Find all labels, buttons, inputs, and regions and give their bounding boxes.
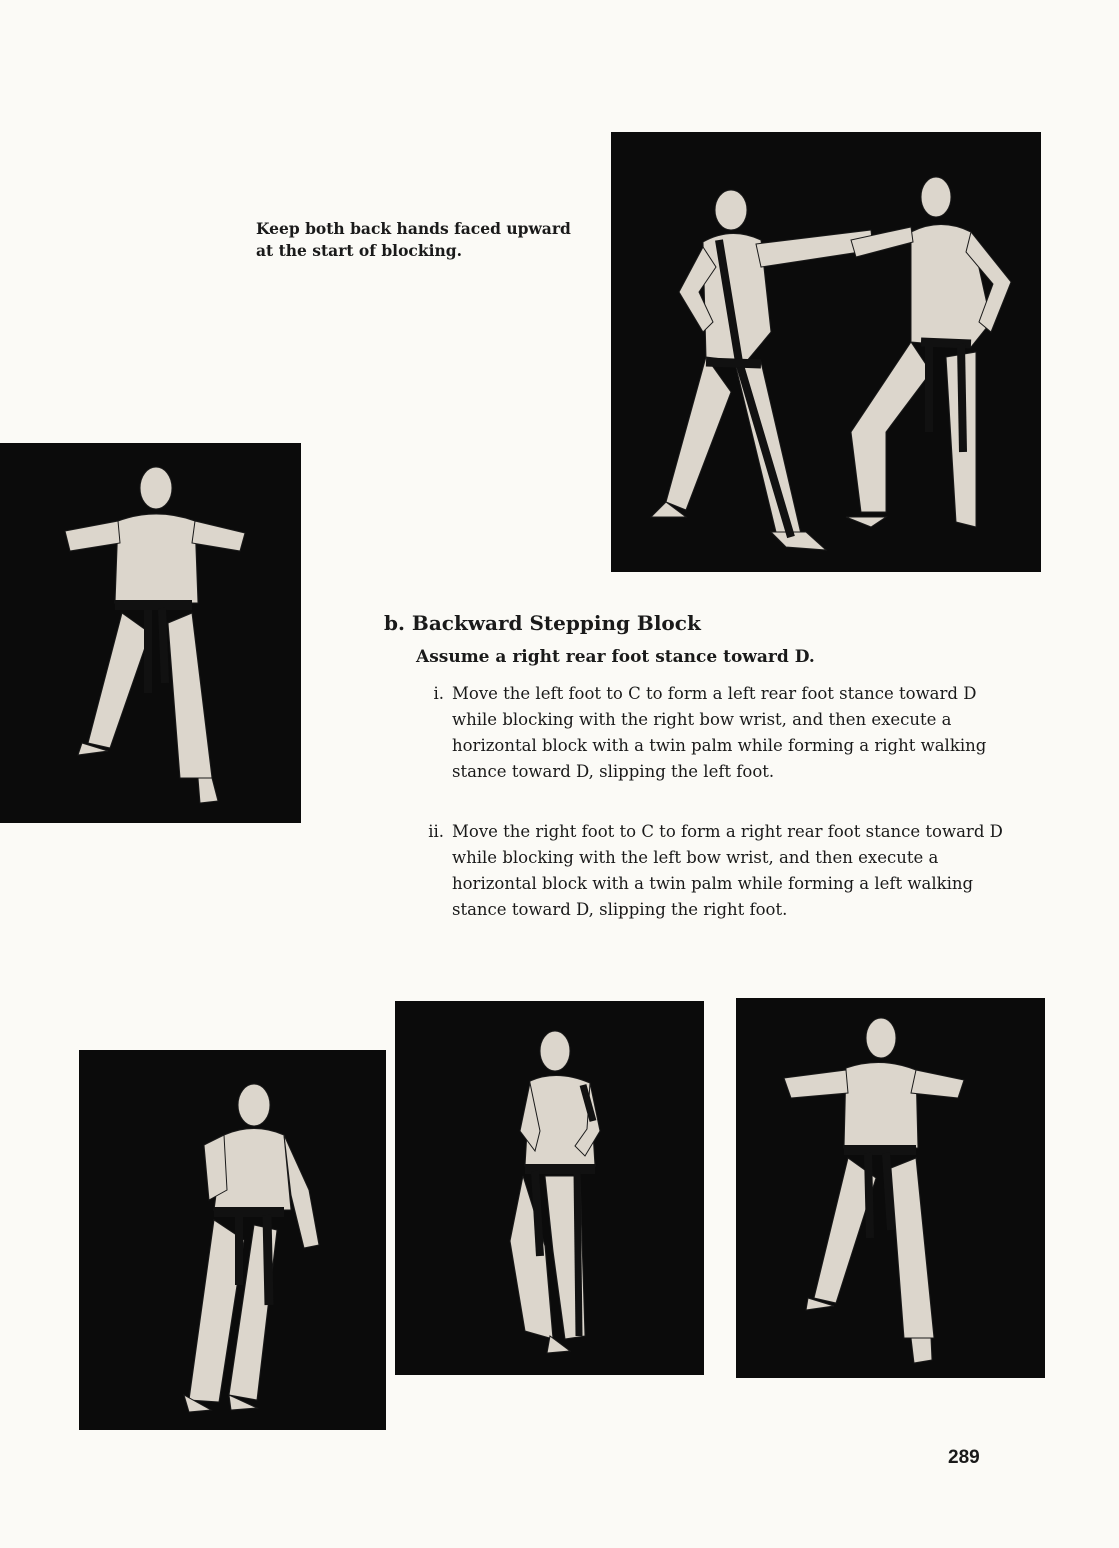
step-text: Move the left foot to C to form a left rear foot stance toward D while blocking with the right bow wrist, and then execute a horizontal block with a twin palm while forming a right walking stance toward D, slipping the left foot. <box>452 684 987 781</box>
caption-line-1: Keep both back hands faced upward <box>256 219 571 238</box>
two-practitioners-figure <box>611 132 1041 572</box>
step-number: ii. <box>428 822 444 841</box>
page-number: 289 <box>948 1447 980 1468</box>
step-text: Move the right foot to C to form a right rear foot stance toward D while blocking with the left bow wrist, and then execute a horizontal block with a twin palm while forming a left walking stance toward D, slipping the right foot. <box>452 822 1003 919</box>
step-item-2 <box>410 819 1010 923</box>
section-heading: b. Backward Stepping Block <box>384 611 701 635</box>
photo-two-practitioners <box>611 132 1041 572</box>
photo-front-horizontal-block <box>0 443 301 823</box>
photo-bottom-right <box>736 998 1045 1378</box>
section-intro: Assume a right rear foot stance toward D. <box>416 647 815 667</box>
photo-bottom-left <box>79 1050 386 1430</box>
photo-caption <box>256 218 616 262</box>
front-horizontal-block-figure <box>0 443 301 823</box>
bottom-left-figure <box>79 1050 386 1430</box>
bottom-right-figure <box>736 998 1045 1378</box>
bottom-middle-figure <box>395 1001 704 1375</box>
photo-bottom-middle <box>395 1001 704 1375</box>
step-number: i. <box>433 684 444 703</box>
step-item-1 <box>410 681 1010 785</box>
caption-line-2: at the start of blocking. <box>256 241 462 260</box>
